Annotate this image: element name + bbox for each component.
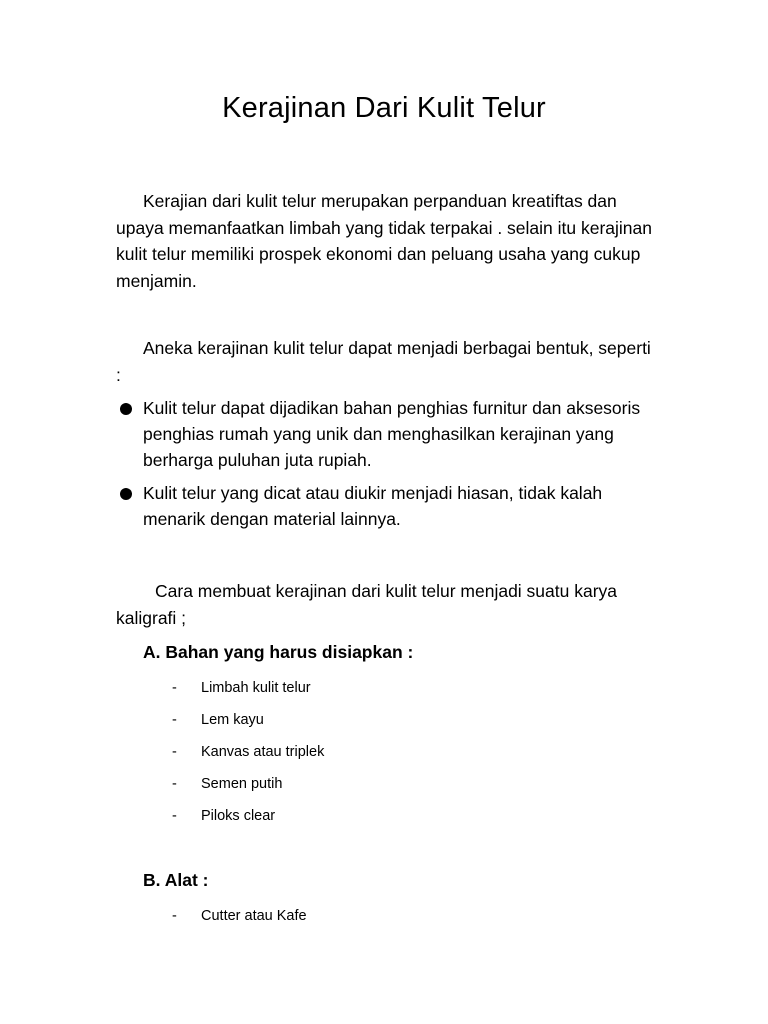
list-item: [116, 480, 656, 532]
section-a-heading: A. Bahan yang harus disiapkan :: [143, 642, 414, 662]
dash-marker: -: [172, 908, 177, 924]
list-item-text: Cutter atau Kafe: [201, 908, 307, 924]
document-title: Kerajinan Dari Kulit Telur: [222, 92, 546, 124]
bullet-text: Kulit telur dapat dijadikan bahan penghias furnitur dan aksesoris penghias rumah yang unik dan menghasilkan kerajinan yang berharga puluhan juta rupiah.: [143, 398, 641, 470]
forms-paragraph: Aneka kerajinan kulit telur dapat menjadi berbagai bentuk, seperti :: [116, 338, 651, 385]
list-item: [172, 736, 324, 768]
list-item-text: Semen putih: [201, 776, 283, 792]
list-item: [172, 900, 307, 932]
list-item: [172, 672, 324, 704]
bullet-list: [116, 395, 656, 539]
list-item: [116, 395, 656, 473]
list-item-text: Lem kayu: [201, 712, 264, 728]
method-paragraph: Cara membuat kerajinan dari kulit telur menjadi suatu karya kaligrafi ;: [116, 581, 618, 628]
dash-marker: -: [172, 808, 177, 824]
dash-marker: -: [172, 776, 177, 792]
list-item-text: Limbah kulit telur: [201, 680, 311, 696]
dash-marker: -: [172, 712, 177, 728]
section-b-heading: B. Alat :: [143, 870, 209, 890]
list-item-text: Kanvas atau triplek: [201, 744, 325, 760]
tools-list: [172, 900, 307, 932]
bullet-dot-icon: [120, 488, 132, 500]
list-item: [172, 768, 324, 800]
dash-marker: -: [172, 744, 177, 760]
dash-marker: -: [172, 680, 177, 696]
intro-paragraph: Kerajian dari kulit telur merupakan perpanduan kreatiftas dan upaya memanfaatkan limbah yang tidak terpakai . selain itu kerajinan kulit telur memiliki prospek ekonomi dan peluang usaha yang cukup menjamin.: [116, 191, 653, 291]
bullet-dot-icon: [120, 403, 132, 415]
list-item: [172, 704, 324, 736]
materials-list: [172, 672, 324, 832]
list-item-text: Piloks clear: [201, 808, 276, 824]
bullet-text: Kulit telur yang dicat atau diukir menjadi hiasan, tidak kalah menarik dengan material lainnya.: [143, 483, 603, 529]
list-item: [172, 800, 324, 832]
